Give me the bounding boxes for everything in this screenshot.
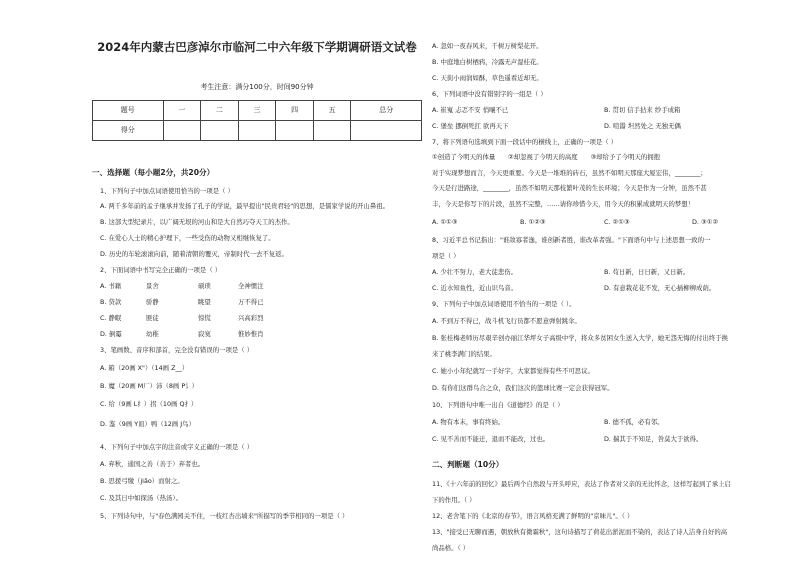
option: C. 给（9画 L纟）拐（10画 Q扌） bbox=[100, 400, 198, 408]
option: B. 中庭地白树栖鸦，冷露无声湿桂花。 bbox=[432, 58, 543, 66]
option-row bbox=[100, 330, 298, 339]
score-cell: 一 bbox=[163, 101, 201, 121]
question: 13、"接受已无聊而遇，朝放秋有微霜秋"，这句诗描写了荷花出淤泥而不染的，表达了诗人洁身自好的高 bbox=[432, 528, 728, 536]
attention-note: 考生注意：满分100分，时间90分钟 bbox=[200, 83, 314, 91]
option-row bbox=[100, 282, 298, 291]
option: C. 静眠 bbox=[100, 314, 122, 322]
question: 尚品格。（ ） bbox=[432, 544, 470, 552]
option: C. 堡垒 挪倒死扛 欲再天下 bbox=[432, 122, 509, 130]
option: A. 不到万不得已，战斗机飞行员都不愿意弹射跳伞。 bbox=[432, 317, 581, 325]
option: A. 少壮不努力，老大徒悲伤。 bbox=[432, 268, 518, 276]
question: 9、下列句子中加点词语使用不恰当的一项是（ ）。 bbox=[432, 300, 576, 308]
score-input-cell[interactable] bbox=[201, 121, 239, 141]
option: A. 箱（20画 X"）（14画 Z__） bbox=[100, 364, 189, 372]
question: 4、下列句子中加点字的注音或字义正确的一项是（ ） bbox=[100, 443, 254, 451]
section-heading: 一、选择题（每小题2分，共20分） bbox=[92, 168, 215, 177]
option: 骄静 bbox=[146, 298, 159, 306]
option: A. 两千多年前的孟子继承并发扬了孔子的学说，最早提出"民贵君轻"的思想，是儒家学说的开山鼻祖。 bbox=[100, 202, 389, 210]
score-input-cell[interactable] bbox=[238, 121, 276, 141]
question: 2、下面词语中书写完全正确的一项是（ ） bbox=[100, 266, 222, 274]
option: C. 天街小雨润如酥，草色遥看近却无。 bbox=[432, 74, 543, 82]
question: 7、将下列语句选填到下面一段话中的横线上，正确的一项是（ ） bbox=[432, 138, 618, 146]
option: A. 物有本末，事有终始。 bbox=[432, 418, 505, 426]
option-row bbox=[100, 298, 298, 307]
option-row bbox=[100, 314, 298, 323]
option: D. 鉴（9画 Y皿）鸭（12画 J鸟） bbox=[100, 420, 195, 428]
option: 万不得已 bbox=[238, 298, 264, 306]
left-column bbox=[92, 0, 422, 562]
option: 眺望 bbox=[198, 298, 211, 306]
option: A. 忽如一夜春风来，千树万树梨花开。 bbox=[432, 42, 543, 50]
question: 12、老舍笔下的《北京的春节》，语言风格充满了鲜明的"京味儿"。（ ） bbox=[432, 512, 634, 520]
score-cell: 五 bbox=[313, 101, 351, 121]
score-input-cell[interactable] bbox=[313, 121, 351, 141]
option: 惟妙惟肖 bbox=[238, 330, 264, 338]
passage-line: 对于实现梦想而言，今天更重要。今天是一堆堆的砖石，虽然不如明天那座大厦宏伟，________； bbox=[432, 169, 707, 177]
page-title: 2024年内蒙古巴彦淖尔市临河二中六年级下学期调研语文试卷 bbox=[97, 40, 417, 54]
option: B. ①②③ bbox=[520, 218, 546, 226]
question: 5、下列诗句中，与"春色满园关不住，一枝红杏出墙来"所描写的季节相同的一项是（ ） bbox=[100, 512, 349, 520]
question: 6、下列词语中没有错别字的一组是（ ） bbox=[432, 90, 547, 98]
option: C. 近水知鱼性，近山识鸟音。 bbox=[432, 284, 518, 292]
option: 匪徒 bbox=[146, 314, 159, 322]
option: B. 贯切 信手拈来 纱手成箱 bbox=[604, 106, 681, 114]
option: C. 在爱心人士的精心护理下，一些受伤的动物又相继恢复了。 bbox=[100, 234, 275, 242]
option: A. 书籍 bbox=[100, 282, 122, 290]
option: B. 思援弓缴（jiǎo）而射之。 bbox=[100, 477, 184, 485]
option: 景舍 bbox=[146, 282, 159, 290]
option: D. ③①② bbox=[692, 218, 719, 226]
option: D. 有你们这群鸟合之众，我们这次的篮球比赛一定会获得冠军。 bbox=[432, 384, 614, 392]
passage-line: 今天是行进路途，________，虽然不如明天那枝繁叶茂的生长环境；今天是作为一分钟，虽然不甚 bbox=[432, 184, 707, 192]
score-value-row bbox=[93, 121, 422, 141]
option: C. 见不善而不能迁，退而不能改，过也。 bbox=[432, 435, 550, 443]
score-cell: 题号 bbox=[93, 101, 164, 121]
option: B. 德不孤，必有邻。 bbox=[604, 418, 664, 426]
question: 3、笔画数、音序和部首，完全没有错误的一项是（ ） bbox=[100, 346, 254, 354]
option: 全神惯注 bbox=[238, 282, 264, 290]
option: C. ②①③ bbox=[604, 218, 630, 226]
option: A. ①①③ bbox=[432, 218, 458, 226]
right-column bbox=[432, 0, 792, 562]
option: B. 贷款 bbox=[100, 298, 122, 306]
option: D. 喧嚣 坦然处之 无独无偶 bbox=[604, 122, 681, 130]
question: 项是（ ） bbox=[432, 252, 460, 260]
question: 8、习近平总书记指出："谁敌寡者逸，谁创新者胜，谁改革者强。"下面语句中与上述思想一致的一 bbox=[432, 236, 711, 244]
section-heading: 二、判断题（10分） bbox=[432, 460, 504, 469]
score-cell: 二 bbox=[201, 101, 239, 121]
option: 硕琐 bbox=[198, 282, 211, 290]
option: C. 及其日中如探汤（热汤）。 bbox=[100, 494, 183, 502]
option: 来了桃李满门的结果。 bbox=[432, 350, 496, 358]
score-input-cell[interactable] bbox=[163, 121, 201, 141]
score-cell: 三 bbox=[238, 101, 276, 121]
option: B. 张桂梅老师历尽艰辛创办丽江华坪女子高级中学，将众多贫困女生送入大学，她无怨无悔的付出终于换 bbox=[432, 334, 729, 342]
option: D. 历史的车轮滚滚向前，随着清朝的覆灭，帝制时代一去不复返。 bbox=[100, 250, 288, 258]
score-header-row bbox=[93, 101, 422, 121]
score-input-cell[interactable] bbox=[276, 121, 314, 141]
option: 寂寞 bbox=[198, 330, 211, 338]
option: A. 崔嵬 忐忑不安 悄嚷不已 bbox=[432, 106, 509, 114]
option: D. 倒霉 bbox=[100, 330, 122, 338]
option: C. 她小小年纪就写一手好字，大家都觉得有些不可思议。 bbox=[432, 367, 594, 375]
question: 下的作用。（ ） bbox=[432, 496, 476, 504]
score-cell: 得分 bbox=[93, 121, 164, 141]
score-cell: 四 bbox=[276, 101, 314, 121]
option: B. 这部大型纪录片，以广阔无垠的河山和是大自然巧夺天工的杰作。 bbox=[100, 218, 294, 226]
option: D. 揣其于不知足，咎莫大于欲得。 bbox=[604, 435, 703, 443]
score-cell: 总分 bbox=[351, 101, 422, 121]
question: 10、下列语句中唯一出自《道德经》的是（ ） bbox=[432, 401, 564, 409]
option: B. 魔（20画 M厂）沛（8画 P讠） bbox=[100, 382, 198, 390]
question: 1、下列句子中加点词语使用恰当的一项是（ ） bbox=[100, 187, 234, 195]
option: B. 苟日新，日日新，又日新。 bbox=[604, 268, 690, 276]
score-table bbox=[92, 100, 422, 141]
option: ①创造了今明天的体量 ②却忽视了今明天的高度 ③却给予了今明天的拥抱 bbox=[432, 153, 661, 161]
passage-line: 丰，今天是你写下的片段，虽然不完整，……请你珍惜今天，用今天的积累成就明天的梦想！ bbox=[432, 200, 695, 208]
option: 惊慌 bbox=[198, 314, 211, 322]
option: A. 弃秋，通国之善（善于）弃者也。 bbox=[100, 460, 205, 468]
option: 幼稚 bbox=[146, 330, 159, 338]
option: D. 有意栽花花不发，无心插柳柳成荫。 bbox=[604, 284, 716, 292]
option: 兴高彩烈 bbox=[238, 314, 264, 322]
score-input-cell[interactable] bbox=[351, 121, 422, 141]
question: 11、《十六年前的回忆》最后两个自然段与开头呼应，表达了作者对父亲的无比怀念，这样写起到了承上启 bbox=[432, 480, 731, 488]
